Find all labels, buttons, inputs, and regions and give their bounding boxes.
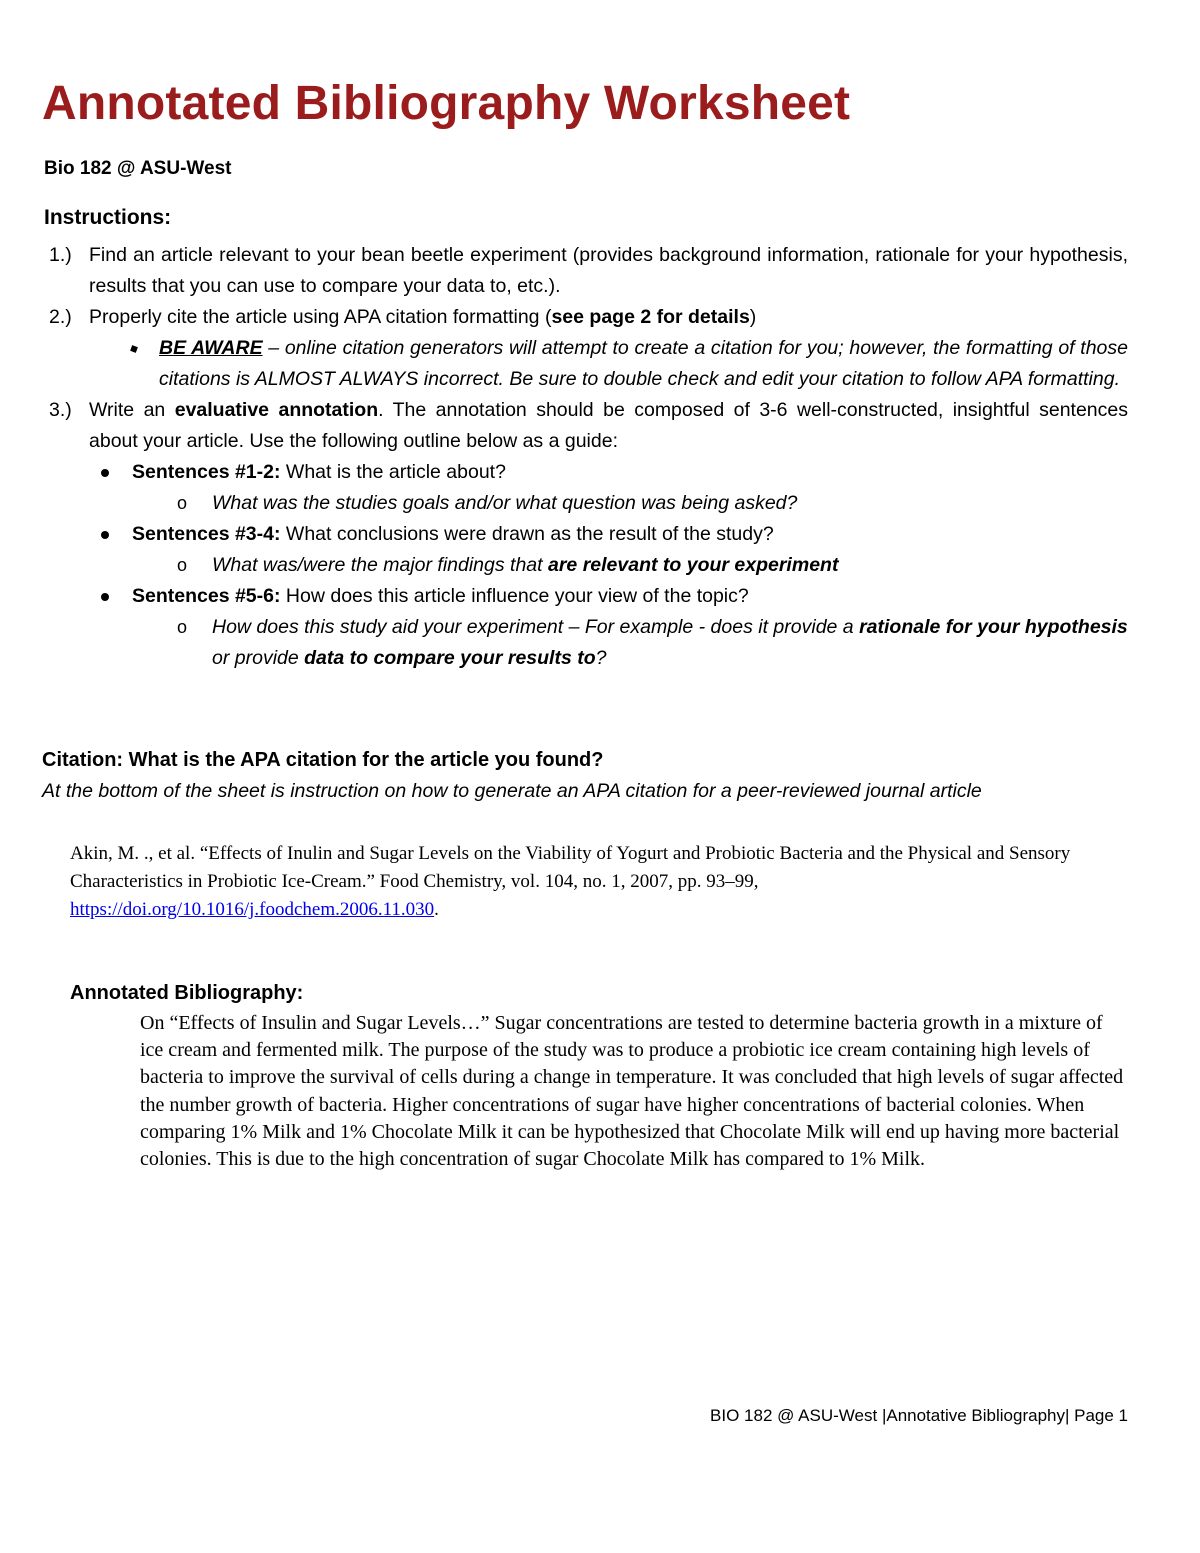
annotation-body: On “Effects of Insulin and Sugar Levels…” Sugar concentrations are tested to determine bacteria growth in a mixture of ice cream and fermented milk. The purpose of the study was to produce a probiotic ice cream containing high levels of bacteria to improve the survival of cells during a change in temperature. It was concluded that high levels of sugar affected the number growth of bacteria. Higher concentrations of sugar have higher concentrations of bacterial colonies. When comparing 1% Milk and 1% Chocolate Milk it can be hypothesized that Chocolate Milk will end up having more bacterial colonies. This is due to the high concentration of sugar Chocolate Milk has compared to 1% Milk.: [140, 1012, 1124, 1171]
outline-subtext-2: or provide: [212, 647, 305, 669]
step-number: 2.): [49, 306, 72, 328]
step-text-end: . The annotation should be composed of 3-6 well-constructed, insightful sentences about your article. Use the following outline below as a guide:: [89, 399, 1128, 452]
page-footer: BIO 182 @ ASU-West |Annotative Bibliography| Page 1: [710, 1406, 1128, 1425]
reference-end: .: [434, 899, 439, 920]
outline-subtext: How does this study aid your experiment – For example - does it provide a: [212, 616, 860, 638]
bullet-icon: [101, 531, 109, 539]
circle-bullet-icon: o: [177, 617, 188, 637]
citation-heading: Citation: What is the APA citation for the article you found?: [42, 749, 604, 771]
annotation-heading: Annotated Bibliography:: [70, 982, 304, 1004]
doi-link[interactable]: https://doi.org/10.1016/j.foodchem.2006.11.030: [70, 899, 435, 920]
outline-label: Sentences #5-6:: [132, 585, 281, 607]
outline-label: Sentences #3-4:: [132, 523, 281, 545]
outline-question: How does this article influence your view of the topic?: [280, 585, 749, 607]
step-text: Write an: [89, 399, 175, 421]
outline-label: Sentences #1-2:: [132, 461, 281, 483]
instruction-step-3: [44, 395, 1128, 457]
outline-subtext-bold: rationale for your hypothesis: [859, 616, 1128, 638]
outline-subtext-bold: are relevant to your experiment: [548, 554, 839, 576]
be-aware-note: [44, 333, 1128, 395]
outline-subitem-3: [44, 612, 1128, 674]
outline-item-1: [44, 457, 1128, 488]
step-number: 1.): [49, 244, 72, 266]
outline-subtext: What was/were the major findings that: [212, 554, 548, 576]
citation-note: At the bottom of the sheet is instruction on how to generate an APA citation for a peer-reviewed journal article: [42, 780, 982, 802]
apa-reference: [70, 840, 1130, 924]
outline-question: What conclusions were drawn as the result of the study?: [280, 523, 774, 545]
outline-subitem-2: [44, 550, 1128, 581]
outline-subtext-bold-2: data to compare your results to: [304, 647, 596, 669]
instructions-list: [44, 240, 1128, 674]
square-bullet-icon: [130, 345, 138, 353]
outline-question: What is the article about?: [280, 461, 506, 483]
bullet-icon: [101, 593, 109, 601]
bullet-icon: [101, 469, 109, 477]
step-number: 3.): [49, 399, 72, 421]
step-bold-text: see page 2 for details: [551, 306, 750, 328]
circle-bullet-icon: o: [177, 493, 188, 513]
outline-subtext-3: ?: [595, 647, 607, 669]
outline-subtext: What was the studies goals and/or what question was being asked?: [212, 492, 798, 514]
step-bold-text: evaluative annotation: [174, 399, 379, 421]
step-text-end: ): [749, 306, 757, 328]
instructions-heading: Instructions:: [44, 206, 172, 229]
outline-subitem-1: [44, 488, 1128, 519]
step-text: Properly cite the article using APA citation formatting (: [89, 306, 552, 328]
instruction-step-2: [44, 302, 1128, 333]
be-aware-text: – online citation generators will attempt to create a citation for you; however, the formatting of those citations is ALMOST ALWAYS incorrect. Be sure to double check and edit your citation to follow APA formatting.: [159, 337, 1128, 390]
outline-item-2: [44, 519, 1128, 550]
step-text: Find an article relevant to your bean beetle experiment (provides background information, rationale for your hypothesis, results that you can use to compare your data to, etc.).: [89, 244, 1128, 297]
circle-bullet-icon: o: [177, 555, 188, 575]
outline-item-3: [44, 581, 1128, 612]
course-subtitle: Bio 182 @ ASU-West: [44, 158, 232, 179]
be-aware-label: BE AWARE: [159, 337, 263, 359]
reference-text: Akin, M. ., et al. “Effects of Inulin and Sugar Levels on the Viability of Yogurt and Probiotic Bacteria and the Physical and Sensory Characteristics in Probiotic Ice-Cream.” Food Chemistry, vol. 104, no. 1, 2007, pp. 93–99,: [70, 843, 1071, 892]
instruction-step-1: [44, 240, 1128, 302]
page-title: Annotated Bibliography Worksheet: [42, 77, 851, 130]
